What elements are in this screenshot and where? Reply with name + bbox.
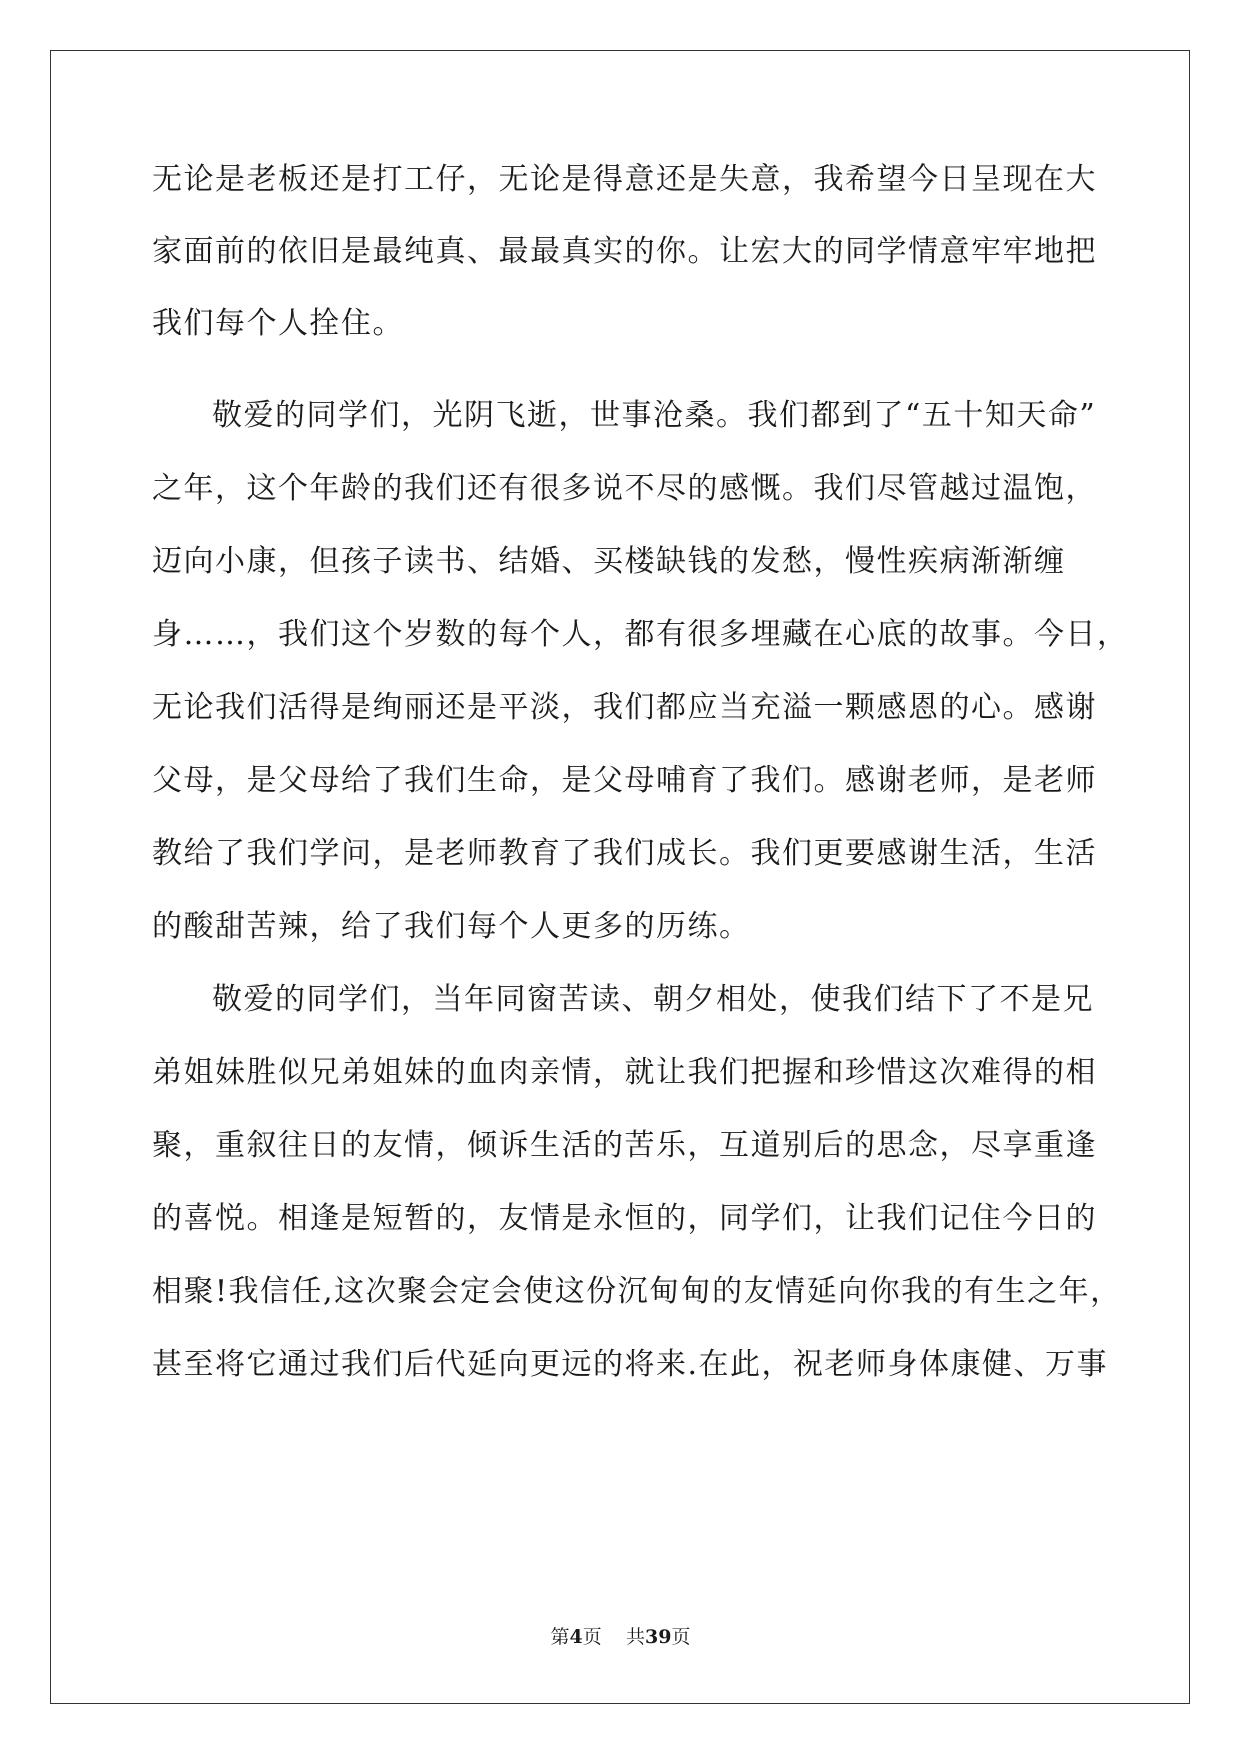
text-line: 甚至将它通过我们后代延向更远的将来.在此，祝老师身体康健、万事 <box>152 1347 1109 1382</box>
text-line: 无论是老板还是打工仔，无论是得意还是失意，我希望今日呈现在大 <box>152 162 1097 197</box>
footer-page-number: 4 <box>569 1626 583 1648</box>
text-line: 聚，重叙往日的友情，倾诉生活的苦乐，互道别后的思念，尽享重逢 <box>152 1128 1097 1163</box>
footer-total-pages: 39 <box>644 1626 672 1648</box>
page-border <box>50 50 1190 1704</box>
text-line: 相聚!我信任,这次聚会定会使这份沉甸甸的友情延向你我的有生之年， <box>152 1274 1122 1309</box>
text-line: 之年，这个年龄的我们还有很多说不尽的感慨。我们尽管越过温饱， <box>152 471 1097 506</box>
text-line: 父母，是父母给了我们生命，是父母哺育了我们。感谢老师，是老师 <box>152 763 1097 798</box>
paragraph-start-line: 敬爱的同学们，当年同窗苦读、朝夕相处，使我们结下了不是兄 <box>212 982 1094 1017</box>
footer-total-suffix: 页 <box>671 1626 691 1648</box>
text-line: 迈向小康，但孩子读书、结婚、买楼缺钱的发愁，慢性疾病渐渐缠 <box>152 544 1066 579</box>
page-footer <box>0 1625 1241 1649</box>
text-line: 我们每个人拴住。 <box>152 306 404 341</box>
text-line: 教给了我们学问，是老师教育了我们成长。我们更要感谢生活，生活 <box>152 836 1097 871</box>
text-line: 家面前的依旧是最纯真、最最真实的你。让宏大的同学情意牢牢地把 <box>152 234 1097 269</box>
paragraph-start-line: 敬爱的同学们，光阴飞逝，世事沧桑。我们都到了“五十知天命” <box>212 398 1097 433</box>
footer-total-prefix: 共 <box>625 1626 645 1648</box>
text-line: 弟姐妹胜似兄弟姐妹的血肉亲情，就让我们把握和珍惜这次难得的相 <box>152 1055 1097 1090</box>
footer-page-suffix: 页 <box>582 1626 602 1648</box>
text-line: 无论我们活得是绚丽还是平淡，我们都应当充溢一颗感恩的心。感谢 <box>152 690 1097 725</box>
text-line: 的喜悦。相逢是短暂的，友情是永恒的，同学们，让我们记住今日的 <box>152 1201 1097 1236</box>
text-line: 的酸甜苦辣，给了我们每个人更多的历练。 <box>152 909 751 944</box>
footer-prefix: 第 <box>550 1626 570 1648</box>
text-line: 身……，我们这个岁数的每个人，都有很多埋藏在心底的故事。今日， <box>152 617 1129 652</box>
